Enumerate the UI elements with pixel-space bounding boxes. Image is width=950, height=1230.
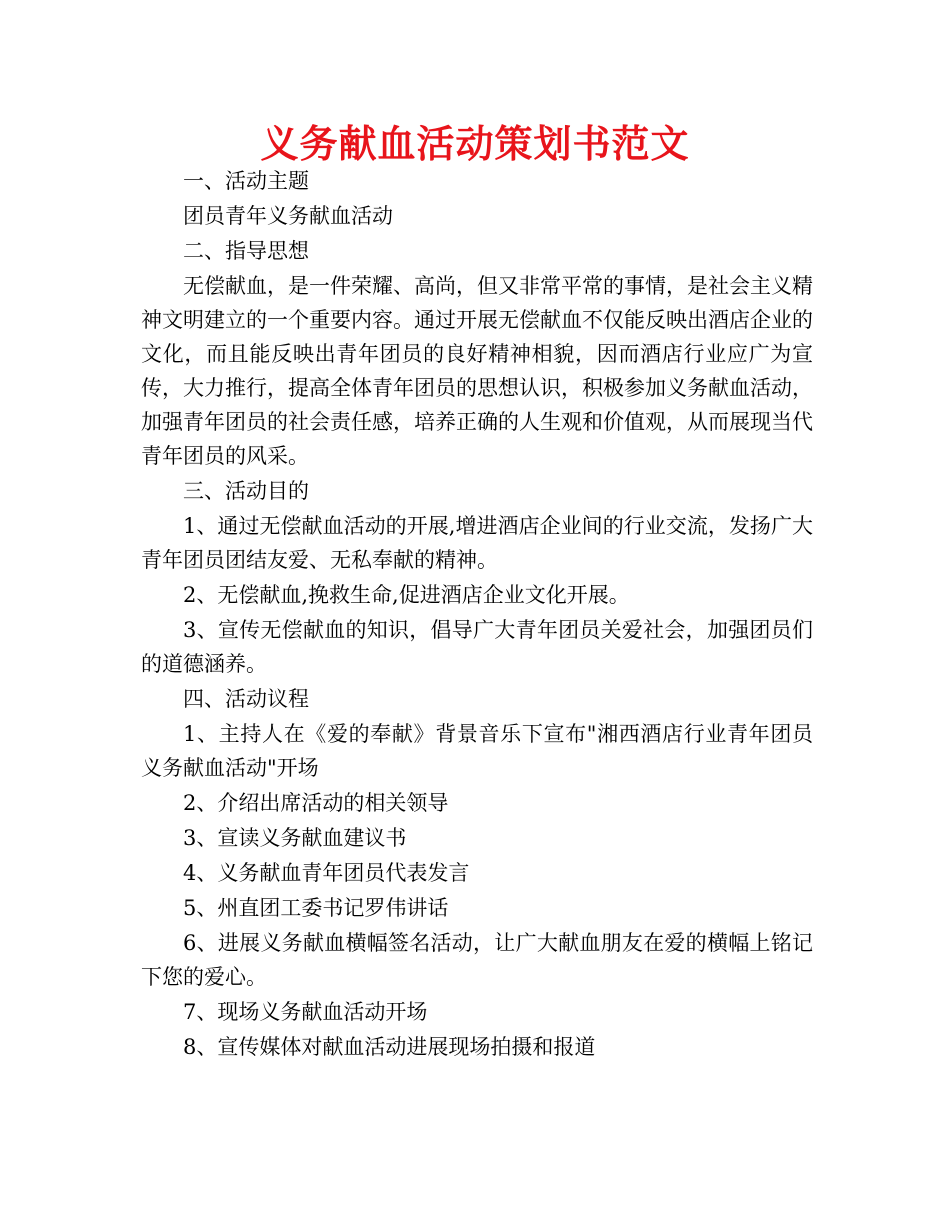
paragraph: 4、义务献血青年团员代表发言 <box>183 861 470 885</box>
paragraph: 四、活动议程 <box>183 687 309 711</box>
paragraph: 2、无偿献血,挽救生命,促进酒店企业文化开展。 <box>183 583 630 607</box>
paragraph: 无偿献血，是一件荣耀、高尚，但又非常平常的事情，是社会主义精神文明建立的一个重要内容。通过开展无偿献血不仅能反映出酒店企业的文化，而且能反映出青年团员的良好精神相貌，因而酒店行业应广为宣传，大力推行，提高全体青年团员的思想认识，积极参加义务献血活动，加强青年团员的社会责任感，培养正确的人生观和价值观，从而展现当代青年团员的风采。 <box>141 274 813 468</box>
paragraph: 3、宣传无偿献血的知识，倡导广大青年团员关爱社会，加强团员们的道德涵养。 <box>141 618 813 676</box>
paragraph: 5、州直团工委书记罗伟讲话 <box>183 896 449 920</box>
paragraph: 一、活动主题 <box>183 169 309 193</box>
paragraph: 7、现场义务献血活动开场 <box>183 1000 428 1024</box>
document-body <box>141 164 813 1065</box>
paragraph: 三、活动目的 <box>183 479 309 503</box>
paragraph: 6、进展义务献血横幅签名活动，让广大献血朋友在爱的横幅上铭记下您的爱心。 <box>141 931 813 989</box>
paragraph: 二、指导思想 <box>183 239 309 263</box>
paragraph: 1、主持人在《爱的奉献》背景音乐下宣布"湘西酒店行业青年团员义务献血活动"开场 <box>141 722 813 780</box>
paragraph: 2、介绍出席活动的相关领导 <box>183 791 449 815</box>
paragraph: 团员青年义务献血活动 <box>183 204 393 228</box>
paragraph: 3、宣读义务献血建议书 <box>183 826 407 850</box>
paragraph: 8、宣传媒体对献血活动进展现场拍摄和报道 <box>183 1035 596 1059</box>
paragraph: 1、通过无偿献血活动的开展,增进酒店企业间的行业交流，发扬广大青年团员团结友爱、无私奉献的精神。 <box>141 514 813 572</box>
document-title: 义务献血活动策划书范文 <box>260 122 690 166</box>
